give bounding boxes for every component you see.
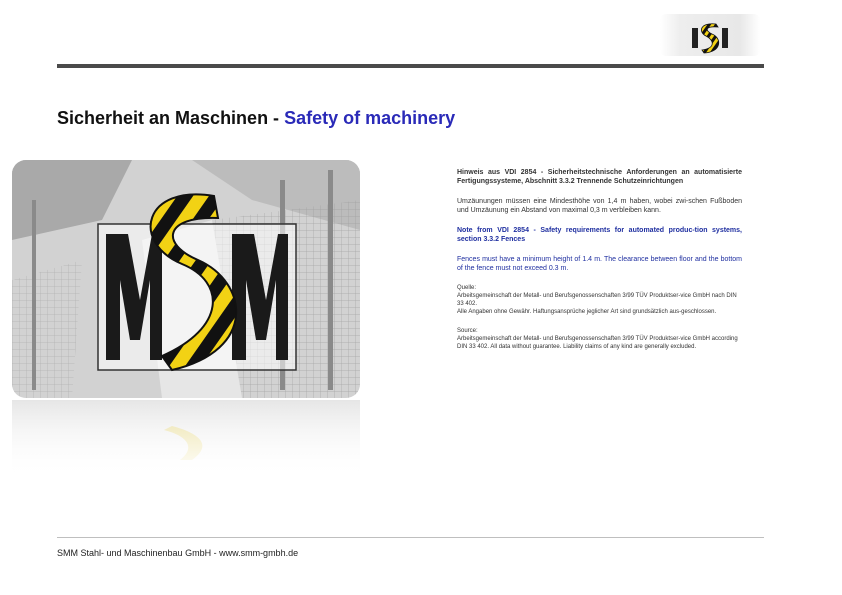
note-heading: Note from VDI 2854 - Safety requirements for automated produc-tion systems, section 3.3.2 Fences (457, 227, 742, 243)
footer-text: SMM Stahl- und Maschinenbau GmbH - www.smm-gmbh.de (57, 548, 299, 558)
fence-photo-image (12, 160, 360, 398)
quelle-body: Arbeitsgemeinschaft der Metall- und Berufsgenossenschaften 3/99 TÜV Produktser-vice GmbH nach DIN 33 402. (457, 293, 737, 307)
title-german: Sicherheit an Maschinen - (57, 108, 280, 128)
note-body: Fences must have a minimum height of 1.4 m. The clearance between floor and the bottom of the fence must not exceed 0.3 m. (457, 256, 742, 272)
logo-reflection-icon (12, 400, 360, 478)
page-title (57, 108, 455, 129)
photo-reflection (12, 400, 360, 478)
hint-body: Umzäunungen müssen eine Mindesthöhe von 1,4 m haben, wobei zwi-schen Fußboden und Umzäunung ein Abstand von maximal 0,3 m verbleiben kann. (457, 198, 742, 214)
text-column (457, 168, 742, 351)
footer-rule (57, 537, 764, 538)
source-body: Arbeitsgemeinschaft der Metall- und Berufsgenossenschaften 3/99 TÜV Produktser-vice GmbH according DIN 33 402. All data without guarantee. Liability claims of any kind are generally excluded. (457, 336, 738, 350)
quelle-label: Quelle: (457, 285, 477, 291)
header-rule (57, 64, 764, 68)
title-english: Safety of machinery (284, 108, 456, 128)
machinery-photo (12, 160, 360, 398)
header-logo (660, 14, 760, 56)
msm-logo-small-icon (690, 18, 730, 54)
quelle-disclaimer: Alle Angaben ohne Gewähr. Haftungsansprüche jeglicher Art sind grundsätzlich aus-geschlossen. (457, 309, 717, 315)
source-label: Source: (457, 328, 478, 334)
hint-heading: Hinweis aus VDI 2854 - Sicherheitstechnische Anforderungen an automatisierte Fertigungssysteme, Abschnitt 3.3.2 Trennende Schutzeinrichtungen (457, 169, 742, 185)
